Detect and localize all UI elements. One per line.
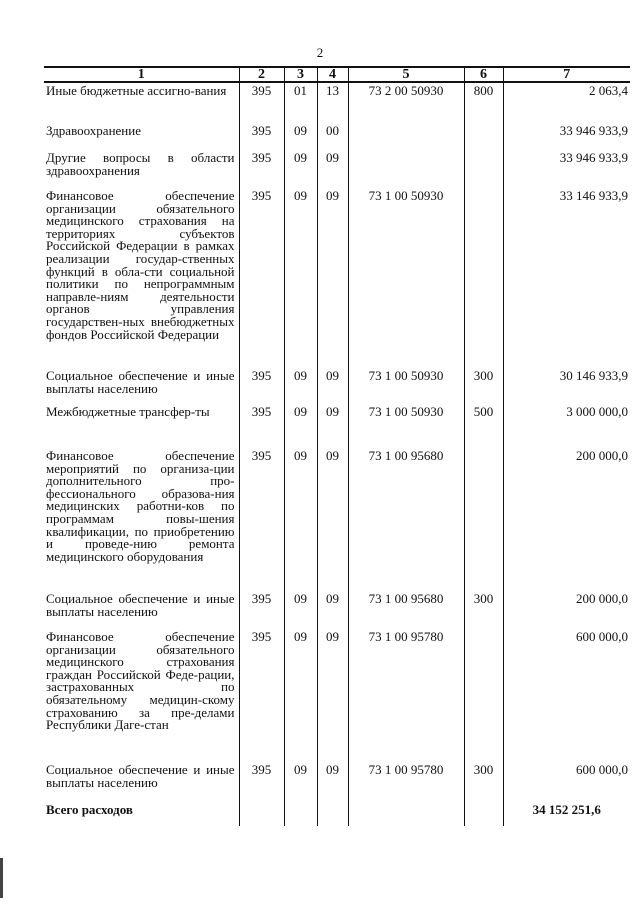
cell-admin-code: 395: [239, 188, 284, 368]
cell-target-article: 73 2 00 50930: [348, 82, 464, 123]
cell-section: 09: [284, 188, 317, 368]
cell-expense-type: [464, 188, 503, 368]
table-row: [44, 82, 630, 123]
cell-section: 01: [284, 82, 317, 123]
cell-section: 09: [284, 150, 317, 188]
cell-section: 09: [284, 448, 317, 591]
total-label: Всего расходов: [46, 802, 133, 817]
column-header: 1: [44, 67, 239, 82]
table-row: [44, 188, 630, 368]
cell-target-article: 73 1 00 95780: [348, 629, 464, 762]
cell-section: 09: [284, 629, 317, 762]
cell-expense-type: 500: [464, 404, 503, 448]
cell-subsection: 09: [317, 404, 348, 448]
cell-amount: 600 000,0: [503, 762, 630, 802]
table-row: [44, 448, 630, 591]
row-name: Межбюджетные трансфер-ты: [46, 404, 210, 419]
cell-admin-code: 395: [239, 591, 284, 629]
row-name: Иные бюджетные ассигно-вания: [46, 83, 227, 98]
total-row: [44, 802, 630, 826]
cell-amount: 200 000,0: [503, 448, 630, 591]
cell-target-article: 73 1 00 95680: [348, 448, 464, 591]
cell-subsection: 09: [317, 448, 348, 591]
table-row: [44, 123, 630, 150]
cell-admin-code: 395: [239, 448, 284, 591]
cell-target-article: [348, 150, 464, 188]
cell-subsection: 09: [317, 150, 348, 188]
cell-admin-code: 395: [239, 404, 284, 448]
cell-section: 09: [284, 762, 317, 802]
row-name: Социальное обеспечение и иные выплаты населению: [46, 368, 235, 396]
budget-table: [44, 66, 630, 826]
cell-amount: 30 146 933,9: [503, 368, 630, 404]
cell-target-article: 73 1 00 50930: [348, 188, 464, 368]
cell-expense-type: 300: [464, 591, 503, 629]
cell-amount: 33 946 933,9: [503, 150, 630, 188]
cell-section: 09: [284, 404, 317, 448]
cell-admin-code: 395: [239, 368, 284, 404]
cell-amount: 2 063,4: [503, 82, 630, 123]
cell-section: 09: [284, 368, 317, 404]
row-name: Финансовое обеспечение мероприятий по организа-ции дополнительного про-фессионального образова-ния медицинских работни-ков по программам повы-шения квалификации, по приобретению и проведе-нию ремонта медицинского оборудования: [46, 448, 235, 564]
total-amount: 34 152 251,6: [503, 802, 630, 826]
table-row: [44, 591, 630, 629]
table-row: [44, 368, 630, 404]
cell-target-article: 73 1 00 50930: [348, 368, 464, 404]
cell-target-article: 73 1 00 50930: [348, 404, 464, 448]
cell-expense-type: [464, 150, 503, 188]
table-header-row: [44, 67, 630, 82]
table-row: [44, 404, 630, 448]
table-row: [44, 150, 630, 188]
table-row: [44, 629, 630, 762]
cell-admin-code: 395: [239, 82, 284, 123]
cell-target-article: 73 1 00 95780: [348, 762, 464, 802]
column-header: 4: [317, 67, 348, 82]
cell-admin-code: 395: [239, 123, 284, 150]
cell-amount: 3 000 000,0: [503, 404, 630, 448]
cell-target-article: [348, 123, 464, 150]
column-header: 3: [284, 67, 317, 82]
column-header: 2: [239, 67, 284, 82]
table-row: [44, 762, 630, 802]
cell-expense-type: [464, 123, 503, 150]
cell-expense-type: [464, 629, 503, 762]
column-header: 5: [348, 67, 464, 82]
cell-subsection: 13: [317, 82, 348, 123]
row-name: Финансовое обеспечение организации обязательного медицинского страхования граждан Российской Феде-рации, застрахованных по обязательному медицин-скому страхованию за пре-делами Республики Даге-стан: [46, 629, 235, 733]
cell-subsection: 09: [317, 629, 348, 762]
cell-subsection: 09: [317, 591, 348, 629]
row-name: Здравоохранение: [46, 123, 141, 138]
row-name: Социальное обеспечение и иные выплаты населению: [46, 591, 235, 619]
cell-admin-code: 395: [239, 629, 284, 762]
cell-admin-code: 395: [239, 762, 284, 802]
cell-subsection: 09: [317, 368, 348, 404]
cell-section: 09: [284, 123, 317, 150]
scan-edge-mark: [0, 858, 3, 898]
cell-amount: 600 000,0: [503, 629, 630, 762]
column-header: 7: [503, 67, 630, 82]
cell-expense-type: 300: [464, 762, 503, 802]
cell-section: 09: [284, 591, 317, 629]
cell-expense-type: [464, 448, 503, 591]
cell-amount: 33 146 933,9: [503, 188, 630, 368]
cell-subsection: 09: [317, 762, 348, 802]
cell-subsection: 09: [317, 188, 348, 368]
cell-amount: 33 946 933,9: [503, 123, 630, 150]
cell-expense-type: 800: [464, 82, 503, 123]
cell-target-article: 73 1 00 95680: [348, 591, 464, 629]
row-name: Социальное обеспечение и иные выплаты населению: [46, 762, 235, 790]
row-name: Другие вопросы в области здравоохранения: [46, 150, 235, 178]
cell-expense-type: 300: [464, 368, 503, 404]
row-name: Финансовое обеспечение организации обязательного медицинского страхования на территориях субъектов Российской Федерации в рамках реализации государ-ственных функций в обла-сти социальной политики по непрограммным направле-ниям деятельности органов управления государствен-ных внебюджетных фондов Российской Федерации: [46, 188, 235, 342]
cell-admin-code: 395: [239, 150, 284, 188]
cell-subsection: 00: [317, 123, 348, 150]
column-header: 6: [464, 67, 503, 82]
cell-amount: 200 000,0: [503, 591, 630, 629]
page-number: 2: [316, 45, 324, 60]
